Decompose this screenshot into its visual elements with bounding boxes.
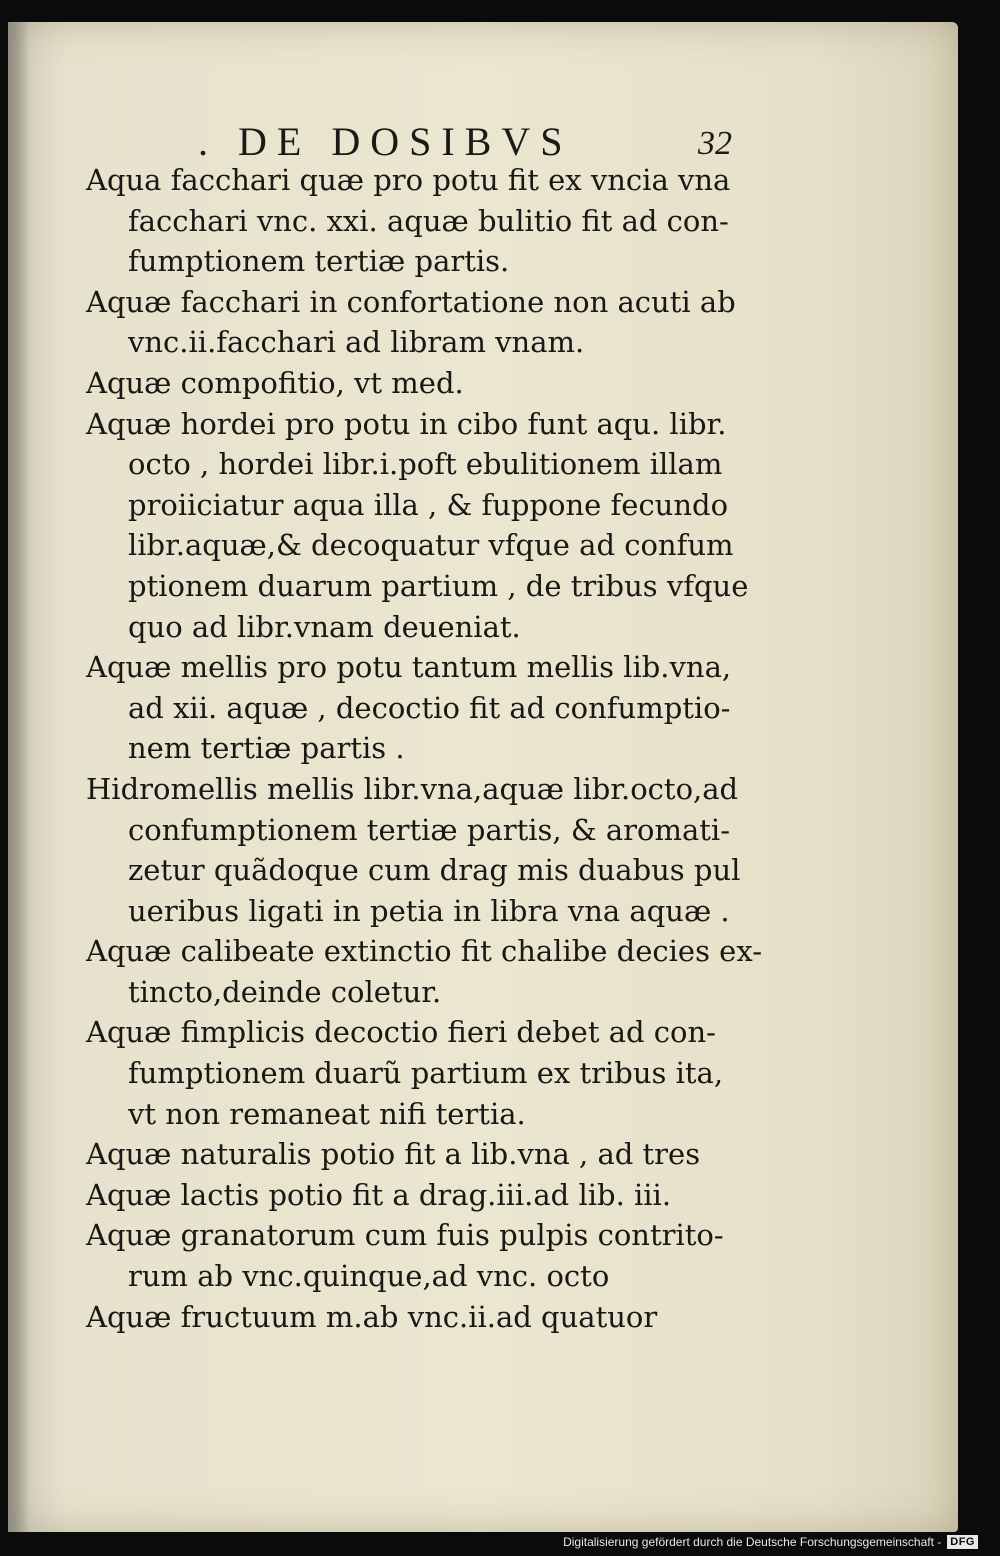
text-line: zetur quãdoque cum drag mis duabus pul (128, 853, 741, 888)
entry-aquae-mellis (86, 647, 766, 769)
text-line: octo , hordei libr.i.poft ebulitionem illam (128, 447, 723, 482)
entry-aquae-sacchari-confortatione (86, 282, 766, 363)
text-line: libr.aquæ,& decoquatur vfque ad confum (128, 528, 734, 563)
text-line: Aquæ lactis potio fit a drag.iii.ad lib. iii. (86, 1177, 672, 1212)
credit-text: Digitalisierung gefördert durch die Deutsche Forschungsgemeinschaft - (563, 1535, 942, 1549)
text-line: rum ab vnc.quinque,ad vnc. octo (128, 1259, 610, 1294)
entry-aquae-lactis (86, 1175, 766, 1216)
text-line: Aquæ fimplicis decoctio fieri debet ad con- (86, 1015, 716, 1050)
text-line: Aquæ facchari in confortatione non acuti ab (86, 284, 736, 319)
text-line: quo ad libr.vnam deueniat. (128, 609, 521, 644)
entry-hidromellis (86, 769, 766, 931)
text-line: tincto,deinde coletur. (128, 974, 442, 1009)
text-line: fumptionem tertiæ partis. (128, 244, 510, 279)
text-line: proiiciatur aqua illa , & fuppone fecundo (128, 487, 729, 522)
text-line: Aquæ calibeate extinctio fit chalibe decies ex- (86, 934, 762, 969)
entry-aqua-sacchari (86, 160, 766, 282)
text-line: Aquæ naturalis potio fit a lib.vna , ad tres (86, 1137, 701, 1172)
dfg-logo: DFG (947, 1535, 978, 1549)
entry-aquae-granatorum (86, 1215, 766, 1296)
text-line: vnc.ii.facchari ad libram vnam. (128, 325, 585, 360)
text-line: vt non remaneat nifi tertia. (128, 1096, 526, 1131)
text-line: facchari vnc. xxi. aquæ bulitio fit ad con- (128, 203, 729, 238)
text-line: ueribus ligati in petia in libra vna aquæ . (128, 893, 730, 928)
book-page (8, 22, 958, 1532)
digitization-credit (563, 1532, 978, 1552)
text-line: Hidromellis mellis libr.vna,aquæ libr.octo,ad (86, 771, 739, 806)
page-header (158, 120, 758, 164)
text-line: Aquæ compofitio, vt med. (86, 365, 464, 400)
running-title: . DE DOSIBVS (198, 119, 573, 164)
text-line: ptionem duarum partium , de tribus vfque (128, 568, 749, 603)
text-line: Aquæ fructuum m.ab vnc.ii.ad quatuor (86, 1299, 658, 1334)
body-text (86, 160, 766, 1337)
entry-aquae-naturalis (86, 1134, 766, 1175)
text-line: Aquæ hordei pro potu in cibo funt aqu. libr. (86, 406, 727, 441)
entry-aquae-simplicis (86, 1012, 766, 1134)
text-line: fumptionem duarũ partium ex tribus ita, (128, 1056, 724, 1091)
text-line: confumptionem tertiæ partis, & aromati- (128, 812, 731, 847)
text-line: ad xii. aquæ , decoctio fit ad confumptio- (128, 690, 731, 725)
entry-aquae-compositio (86, 363, 766, 404)
entry-aquae-fructuum (86, 1297, 766, 1338)
text-line: Aqua facchari quæ pro potu fit ex vncia vna (86, 163, 731, 197)
entry-aquae-hordei (86, 404, 766, 648)
text-line: Aquæ granatorum cum fuis pulpis contrito- (86, 1218, 724, 1253)
text-line: nem tertiæ partis . (128, 731, 405, 766)
entry-aquae-calibeate (86, 931, 766, 1012)
page-number: 32 (698, 125, 732, 162)
text-line: Aquæ mellis pro potu tantum mellis lib.vna, (86, 650, 732, 685)
